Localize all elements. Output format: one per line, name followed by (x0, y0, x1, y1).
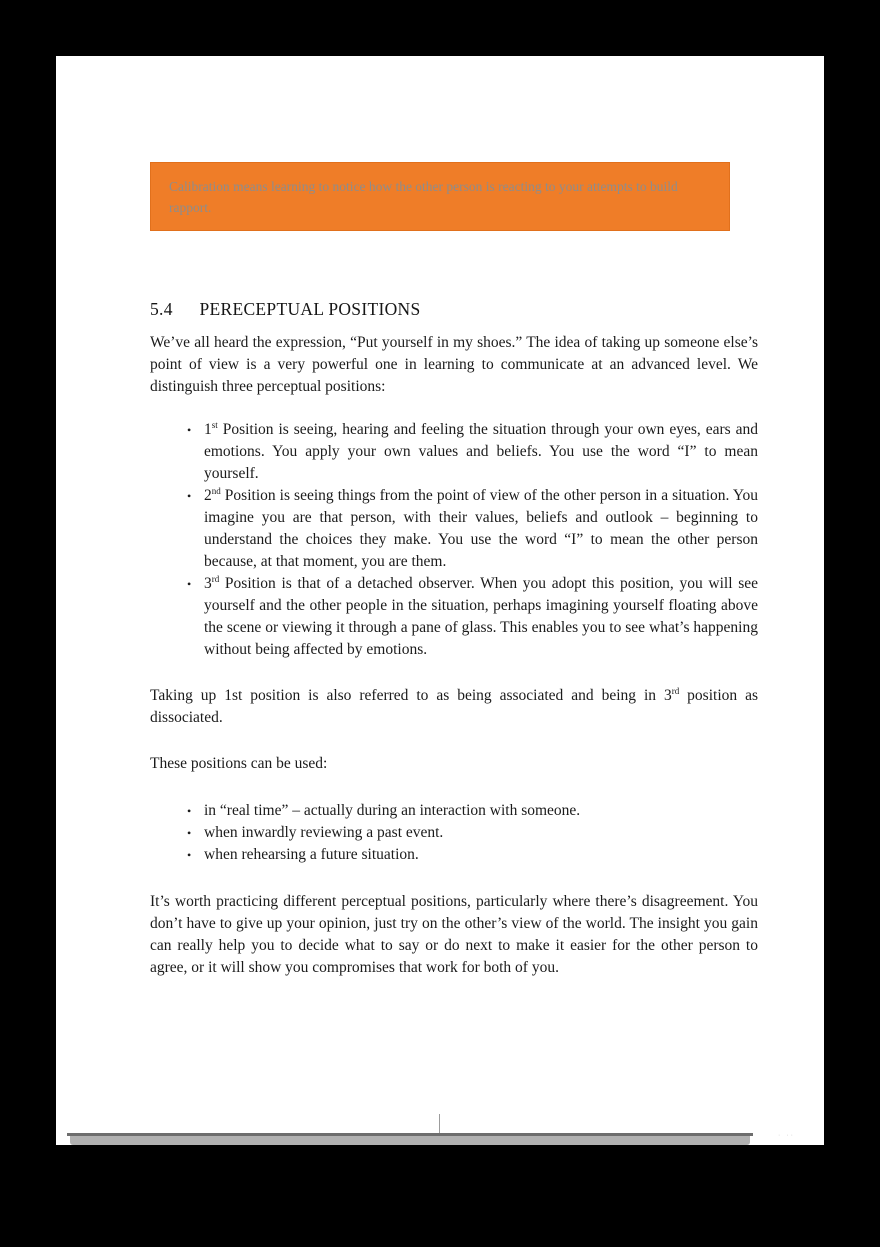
section-heading (150, 299, 758, 320)
perceptual-positions-list (150, 419, 758, 661)
position-number: 1 (204, 421, 212, 438)
ordinal-suffix: st (211, 420, 218, 430)
position-1-text (204, 419, 758, 485)
calibration-callout (150, 162, 730, 231)
bullet-icon (187, 844, 204, 866)
page-center-tick (439, 1114, 440, 1133)
list-item (150, 844, 758, 866)
bullet-icon (187, 419, 204, 485)
position-body: Position is seeing, hearing and feeling the situation through your own eyes, ears and emotions. You apply your own values and beliefs. You use the word “I” to mean yourself. (204, 421, 758, 482)
ordinal-suffix: nd (211, 486, 221, 496)
associated-pre: Taking up 1st position is also referred to as being associated and being in 3 (150, 687, 672, 704)
bullet-icon (187, 485, 204, 573)
section-number: 5.4 (150, 299, 173, 319)
bullet-icon (187, 822, 204, 844)
intro-paragraph: We’ve all heard the expression, “Put yourself in my shoes.” The idea of taking up someone else’s point of view is a very powerful one in learning to communicate at an advanced level. We distinguish three perceptual positions: (150, 334, 758, 395)
faint-page-marks: · ·· (778, 1132, 795, 1139)
position-body: Position is that of a detached observer. When you adopt this position, you will see yourself and the other people in the situation, perhaps imagining yourself floating above the scene or viewing it through a pane of glass. This enables you to see what’s happening without being affected by emotions. (204, 575, 758, 658)
position-body: Position is seeing things from the point of view of the other person in a situation. You imagine you are that person, with their values, beliefs and outlook – beginning to understand the choices they make. You use the word “I” to mean the other person because, at that moment, you are them. (204, 487, 758, 570)
usage-intro-paragraph: These positions can be used: (150, 755, 328, 772)
ordinal-suffix: rd (211, 574, 220, 584)
position-2-text (204, 485, 758, 573)
position-number: 3 (204, 575, 212, 592)
list-item (150, 800, 758, 822)
list-item (150, 419, 758, 485)
list-item (150, 573, 758, 661)
associated-post: position as dissociated. (150, 687, 758, 726)
bullet-icon (187, 800, 204, 822)
callout-text: Calibration means learning to notice how the other person is reacting to your attempts to build rapport. (169, 179, 678, 215)
list-item (150, 485, 758, 573)
usage-item-text: in “real time” – actually during an interaction with someone. (204, 802, 581, 819)
list-item (150, 822, 758, 844)
bullet-icon (187, 573, 204, 661)
usage-item-text: when rehearsing a future situation. (204, 846, 419, 863)
associated-paragraph (150, 685, 758, 729)
horizontal-scrollbar[interactable] (70, 1136, 750, 1145)
document-page (56, 56, 824, 1145)
closing-paragraph: It’s worth practicing different perceptual positions, particularly where there’s disagreement. You don’t have to give up your opinion, just try on the other’s view of the world. The insight you gain can really help you to decide what to say or do next to make it easier for the other person to agree, or it will show you compromises that work for both of you. (150, 893, 758, 976)
position-3-text (204, 573, 758, 661)
position-number: 2 (204, 487, 212, 504)
usage-item-text: when inwardly reviewing a past event. (204, 824, 444, 841)
ordinal-suffix: rd (671, 686, 680, 696)
page-content (56, 56, 824, 979)
usage-list (150, 800, 758, 866)
section-title: PERECEPTUAL POSITIONS (199, 299, 421, 319)
